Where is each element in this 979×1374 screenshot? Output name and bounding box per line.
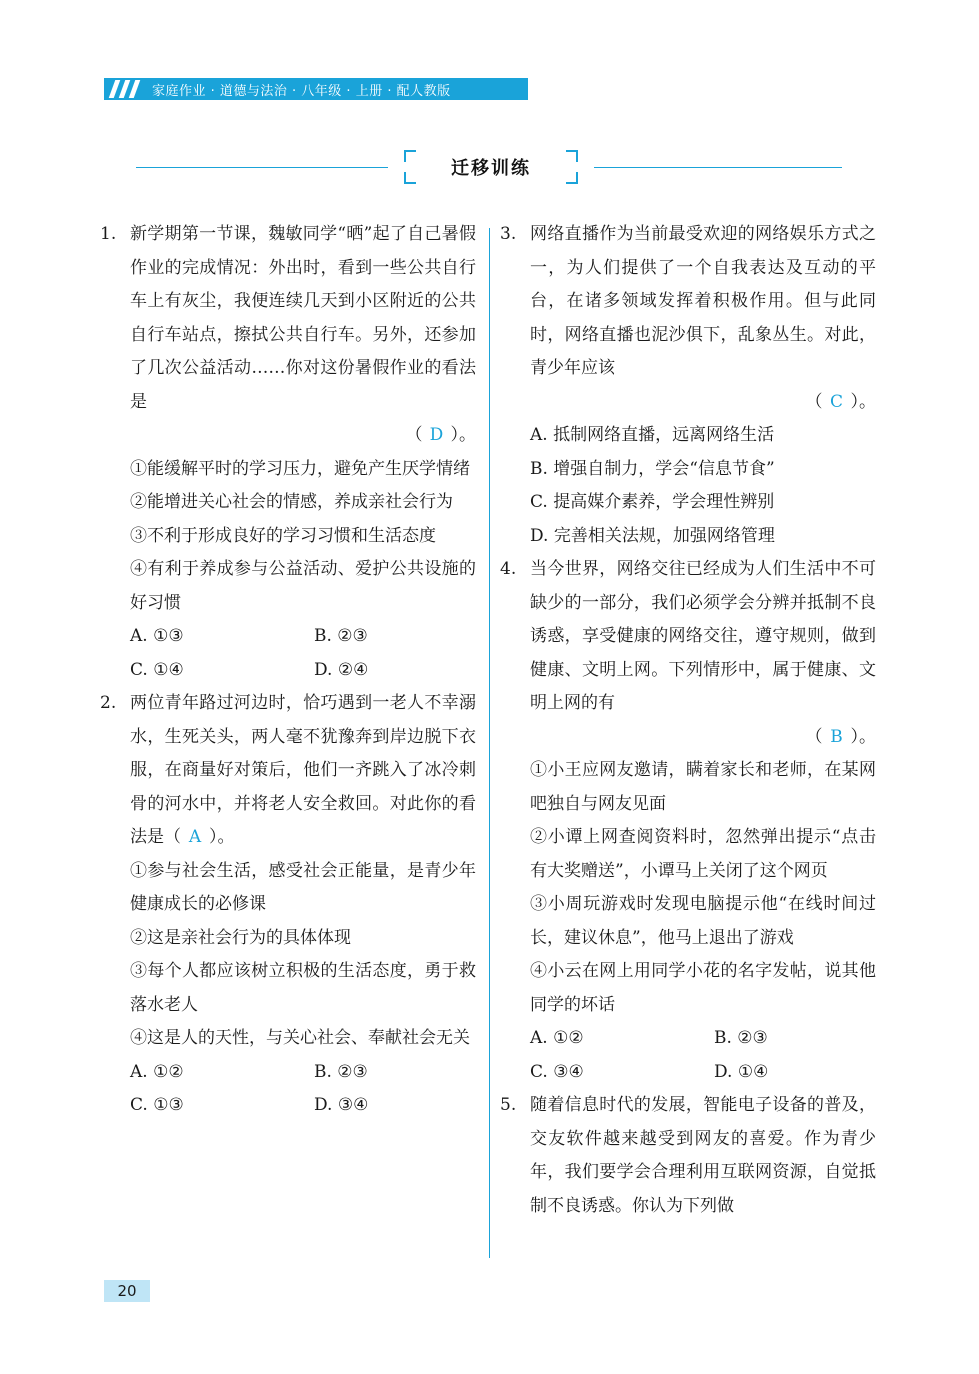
- question-stem: 当今世界，网络交往已经成为人们生活中不可缺少的一部分，我们必须学会分辨并抵制不良诱惑，享受健康的网络交往，遵守规则，做到健康、文明上网。下列情形中，属于健康、文明上网的有: [530, 559, 876, 713]
- question-5: [500, 1089, 876, 1223]
- option-a: A. ①③: [130, 626, 184, 646]
- header-banner: [104, 78, 528, 100]
- left-column: [100, 218, 476, 1123]
- answer-line: （ B ）。: [500, 721, 876, 755]
- question-number: 2.: [100, 693, 117, 713]
- section-heading: [404, 150, 578, 184]
- section-rule-right: [594, 167, 842, 168]
- option-b: B. ②③: [314, 626, 368, 646]
- question-stem: 两位青年路过河边时，恰巧遇到一老人不幸溺水，生死关头，两人毫不犹豫奔到岸边脱下衣服，在商量好对策后，他们一齐跳入了冰冷刺骨的河水中，并将老人安全救回。对此你的看法是（ A ）。: [130, 687, 476, 855]
- section-title: 迁移训练: [451, 158, 531, 179]
- question-3: [500, 218, 876, 553]
- answer: D: [429, 425, 444, 445]
- option-c: C. ③④: [530, 1061, 584, 1082]
- statement: ①能缓解平时的学习压力，避免产生厌学情绪: [130, 458, 470, 479]
- statement: ④这是人的天性，与关心社会、奉献社会无关: [130, 1028, 470, 1048]
- question-stem: 随着信息时代的发展，智能电子设备的普及，交友软件越来越受到网友的喜爱。作为青少年，我们要学会合理利用互联网资源，自觉抵制不良诱惑。你认为下列做: [530, 1095, 876, 1216]
- question-stem: 新学期第一节课，魏敏同学“晒”起了自己暑假作业的完成情况：外出时，看到一些公共自行车上有灰尘，我便连续几天到小区附近的公共自行车站点，擦拭公共自行车。另外，还参加了几次公益活动……你对这份暑假作业的看法是: [130, 224, 476, 412]
- option-a: A. 抵制网络直播，远离网络生活: [530, 425, 775, 445]
- statement: ④小云在网上用同学小花的名字发帖，说其他同学的坏话: [530, 961, 876, 1015]
- option-a: A. ①②: [530, 1028, 584, 1048]
- option-grid: [100, 1056, 476, 1123]
- section-rule-left: [136, 167, 388, 168]
- question-number: 1.: [100, 224, 117, 244]
- answer: B: [830, 726, 843, 747]
- option-c: C. ①③: [130, 1095, 184, 1115]
- statement: ④有利于养成参与公益活动、爱护公共设施的好习惯: [130, 559, 476, 613]
- statement: ③每个人都应该树立积极的生活态度，勇于救落水老人: [130, 961, 476, 1015]
- question-2: [100, 687, 476, 1123]
- answer-line: （ C ）。: [500, 386, 876, 420]
- answer: A: [188, 827, 202, 847]
- statement: ①小王应网友邀请，瞒着家长和老师，在某网吧独自与网友见面: [530, 760, 876, 814]
- page-number: 20: [104, 1280, 150, 1302]
- option-a: A. ①②: [130, 1061, 184, 1082]
- statement: ②小谭上网查阅资料时，忽然弹出提示“点击有大奖赠送”，小谭马上关闭了这个网页: [530, 827, 876, 881]
- option-c: C. ①④: [130, 659, 184, 680]
- question-number: 5.: [500, 1095, 517, 1115]
- question-number: 3.: [500, 224, 517, 244]
- question-number: 4.: [500, 559, 517, 579]
- statement: ③小周玩游戏时发现电脑提示他“在线时间过长，建议休息”，他马上退出了游戏: [530, 894, 876, 948]
- answer: C: [829, 391, 843, 412]
- option-c: C. 提高媒介素养，学会理性辨别: [530, 492, 775, 512]
- question-stem: 网络直播作为当前最受欢迎的网络娱乐方式之一，为人们提供了一个自我表达及互动的平台，在诸多领域发挥着积极作用。但与此同时，网络直播也泥沙俱下，乱象丛生。对此，青少年应该: [530, 224, 876, 378]
- option-b: B. 增强自制力，学会“信息节食”: [530, 458, 775, 479]
- answer-line: （ D ）。: [100, 419, 476, 453]
- option-d: D. ③④: [314, 1095, 369, 1115]
- statement: ②这是亲社会行为的具体体现: [130, 927, 351, 948]
- question-1: [100, 218, 476, 687]
- statement: ①参与社会生活，感受社会正能量，是青少年健康成长的必修课: [130, 860, 476, 914]
- statement: ③不利于形成良好的学习习惯和生活态度: [130, 525, 436, 546]
- option-b: B. ②③: [314, 1061, 368, 1082]
- stripes-icon: [104, 78, 152, 100]
- series-title: 家庭作业 · 道德与法治 · 八年级 · 上册 · 配人教版: [152, 83, 451, 99]
- right-column: [500, 218, 876, 1223]
- option-b: B. ②③: [714, 1028, 768, 1048]
- question-4: [500, 553, 876, 1089]
- option-d: D. 完善相关法规，加强网络管理: [530, 525, 775, 546]
- option-grid: [500, 1022, 876, 1089]
- option-grid: [100, 620, 476, 687]
- option-d: D. ①④: [714, 1061, 769, 1082]
- column-divider: [489, 228, 490, 1258]
- option-d: D. ②④: [314, 659, 369, 680]
- statement: ②能增进关心社会的情感，养成亲社会行为: [130, 492, 453, 512]
